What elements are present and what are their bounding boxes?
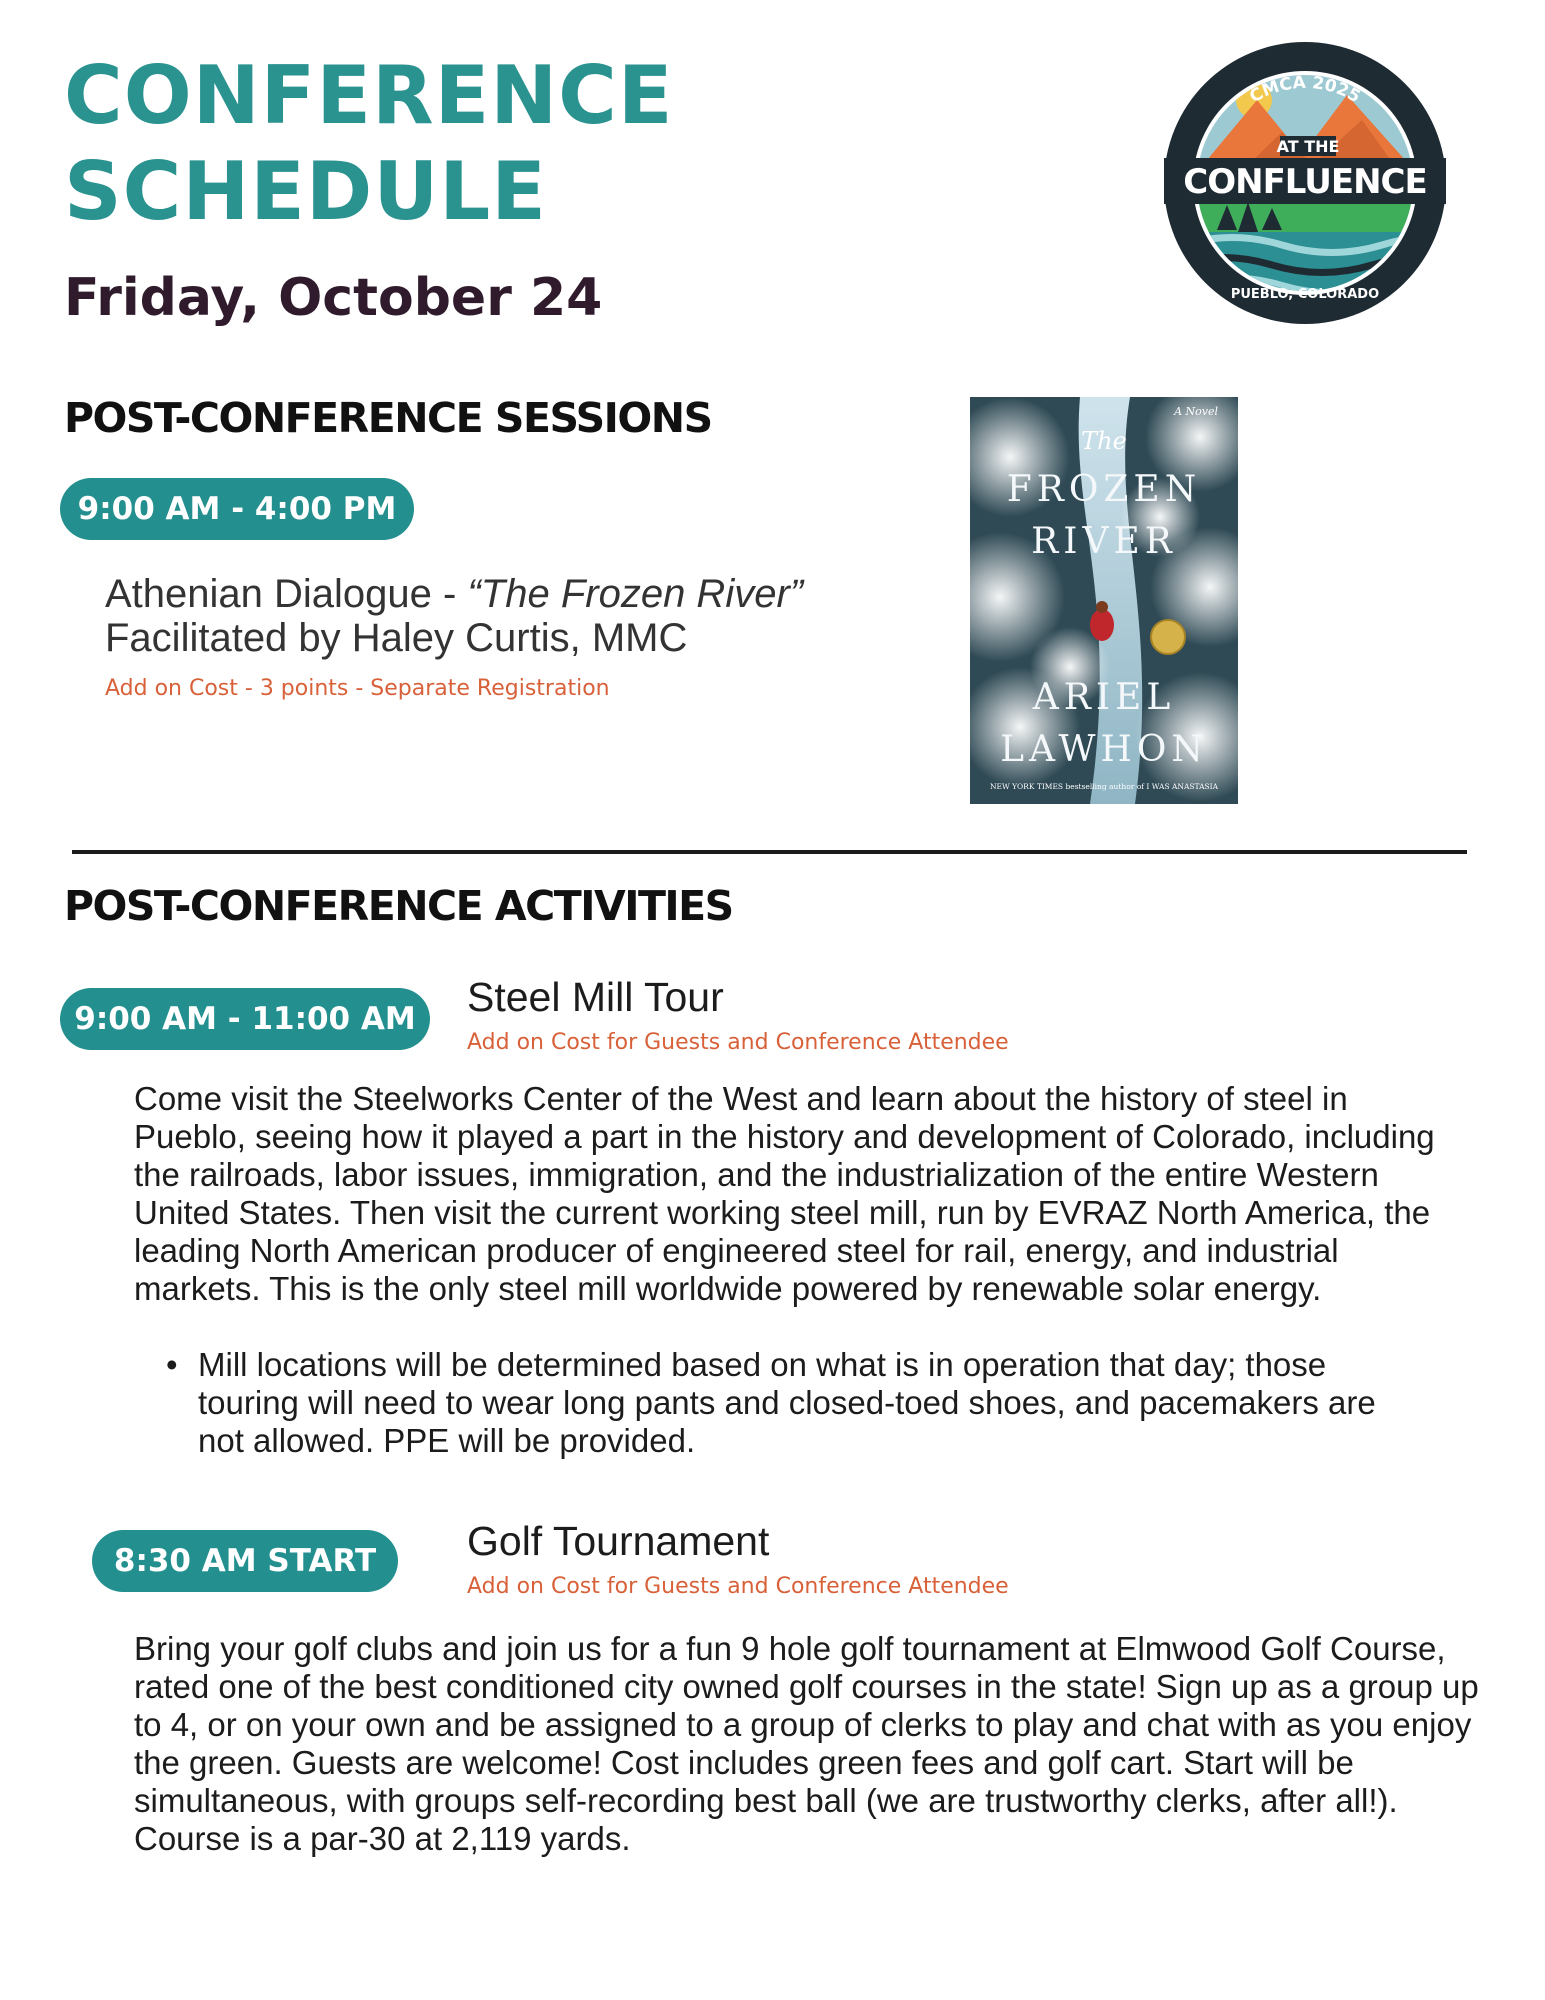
logo-location: PUEBLO, COLORADO bbox=[1230, 287, 1380, 302]
activity-title: Steel Mill Tour bbox=[467, 974, 724, 1020]
session-book-title: “The Frozen River” bbox=[467, 572, 804, 616]
page-title bbox=[64, 48, 824, 240]
book-the: The bbox=[1081, 427, 1127, 455]
activity-bullet-list bbox=[134, 1346, 1424, 1460]
activity-time-badge: 8:30 AM START bbox=[92, 1530, 398, 1592]
activity-cost-note: Add on Cost for Guests and Conference Attendee bbox=[467, 1574, 1009, 1599]
logo-at-the: AT THE bbox=[1276, 137, 1340, 156]
activity-description: Come visit the Steelworks Center of the West and learn about the history of steel in Pueblo, seeing how it played a part in the history and development of Colorado, including the railroads, labor issues, immigration, and the industrialization of the entire Western United States. Then visit the current working steel mill, run by EVRAZ North America, the leading North American producer of engineered steel for rail, energy, and industrial markets. This is the only steel mill worldwide powered by renewable solar energy. bbox=[134, 1080, 1435, 1307]
book-author-line-2: LAWHON bbox=[1000, 729, 1208, 770]
book-cover-image bbox=[970, 397, 1238, 804]
conference-logo bbox=[1162, 40, 1448, 326]
session-facilitator: Facilitated by Haley Curtis, MMC bbox=[105, 616, 688, 660]
title-line-2: SCHEDULE bbox=[64, 145, 547, 238]
book-title-line-2: RIVER bbox=[1031, 521, 1177, 562]
session-cost-note: Add on Cost - 3 points - Separate Registration bbox=[105, 676, 610, 701]
logo-top-text: CMCA 2025 bbox=[1246, 72, 1364, 108]
book-byline: NEW YORK TIMES bestselling author of I WAS ANASTASIA bbox=[989, 782, 1219, 791]
sessions-heading: POST-CONFERENCE SESSIONS bbox=[64, 394, 712, 442]
logo-main: CONFLUENCE bbox=[1183, 162, 1427, 202]
sessions-time-badge: 9:00 AM - 4:00 PM bbox=[60, 478, 414, 540]
book-tag: A Novel bbox=[1174, 405, 1218, 418]
book-author-line-1: ARIEL bbox=[1032, 677, 1176, 718]
session-title-prefix: Athenian Dialogue - bbox=[105, 572, 468, 616]
list-item: • Mill locations will be determined based on what is in operation that day; those touring will need to wear long pants and closed-toed shoes, and pacemakers are not allowed. PPE will be provided. bbox=[134, 1346, 1424, 1460]
session-title bbox=[105, 572, 803, 616]
activity-time-badge: 9:00 AM - 11:00 AM bbox=[60, 988, 430, 1050]
book-title-line-1: FROZEN bbox=[1006, 469, 1202, 510]
title-line-1: CONFERENCE bbox=[64, 49, 674, 142]
schedule-date: Friday, October 24 bbox=[64, 268, 603, 328]
activity-cost-note: Add on Cost for Guests and Conference Attendee bbox=[467, 1030, 1009, 1055]
section-divider bbox=[72, 850, 1467, 854]
activities-heading: POST-CONFERENCE ACTIVITIES bbox=[64, 882, 733, 930]
activity-title: Golf Tournament bbox=[467, 1518, 770, 1564]
activity-description: Bring your golf clubs and join us for a fun 9 hole golf tournament at Elmwood Golf Course, rated one of the best conditioned city owned golf courses in the state! Sign up as a group up to 4, or on your own and be assigned to a group of clerks to play and chat with as you enjoy the green. Guests are welcome! Cost includes green fees and golf cart. Start will be simultaneous, with groups self-recording best ball (we are trustworthy clerks, after all!). Course is a par-30 at 2,119 yards. bbox=[134, 1630, 1479, 1857]
